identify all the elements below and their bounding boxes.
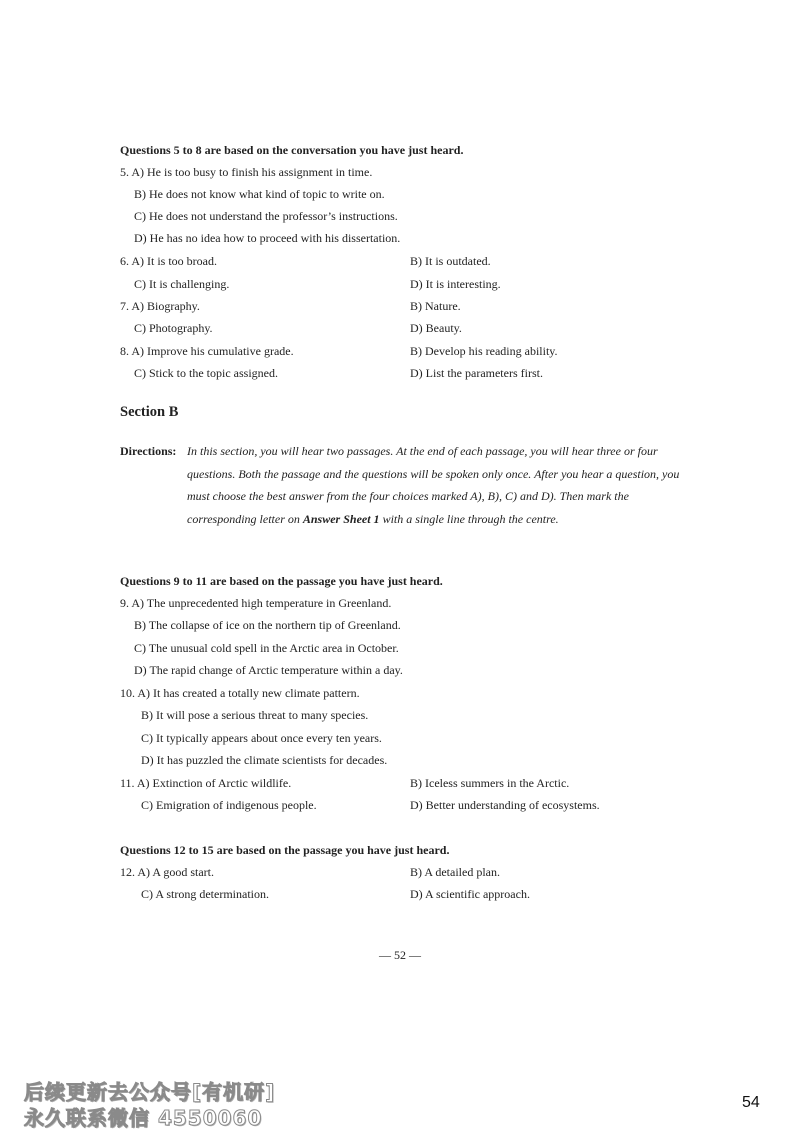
q10-option-c: C) It typically appears about once every ten years. [141,731,382,745]
questions-5-8-heading: Questions 5 to 8 are based on the conversation you have just heard. [120,143,464,157]
q8-option-a: 8. A) Improve his cumulative grade. [120,344,294,358]
q9-option-d: D) The rapid change of Arctic temperature within a day. [134,663,403,677]
scan-page-number: 54 [742,1094,760,1111]
section-b-title: Section B [120,404,179,420]
q8-option-d: D) List the parameters first. [410,366,543,380]
q9-option-c: C) The unusual cold spell in the Arctic area in October. [134,641,399,655]
questions-9-11-heading: Questions 9 to 11 are based on the passage you have just heard. [120,574,443,588]
q5-option-a: 5. A) He is too busy to finish his assignment in time. [120,165,373,179]
q7-option-a: 7. A) Biography. [120,299,200,313]
q5-option-b: B) He does not know what kind of topic to write on. [134,187,385,201]
q12-option-c: C) A strong determination. [141,887,269,901]
watermark-line-1: 后续更新去公众号[有机研] [24,1080,276,1104]
q10-option-a: 10. A) It has created a totally new climate pattern. [120,686,360,700]
q7-option-b: B) Nature. [410,299,461,313]
q6-option-d: D) It is interesting. [410,277,501,291]
q12-option-a: 12. A) A good start. [120,865,215,879]
q11-option-c: C) Emigration of indigenous people. [141,798,317,812]
q5-option-c: C) He does not understand the professor’s instructions. [134,209,398,223]
q6-option-c: C) It is challenging. [134,277,230,291]
q10-option-b: B) It will pose a serious threat to many species. [141,708,369,722]
directions-text-part1: In this section, you will hear two passages. At the end of each passage, you will hear three or four questions. Both the passage and the questions will be spoken only once. After you hear a question, you must choose the best answer from the four choices marked A), B), C) and D). Then mark the corresponding letter on [187,444,680,526]
q6-option-a: 6. A) It is too broad. [120,254,217,268]
watermark-line-2: 永久联系微信 4550060 [24,1106,263,1130]
directions-text [120,440,680,530]
q7-option-d: D) Beauty. [410,321,462,335]
directions-label: Directions: [120,444,177,458]
q10-option-d: D) It has puzzled the climate scientists for decades. [141,753,388,767]
q5-option-d: D) He has no idea how to proceed with his dissertation. [134,231,401,245]
directions-block [120,440,680,530]
q9-option-b: B) The collapse of ice on the northern tip of Greenland. [134,618,401,632]
q12-option-b: B) A detailed plan. [410,865,500,879]
q7-option-c: C) Photography. [134,321,213,335]
q8-option-c: C) Stick to the topic assigned. [134,366,278,380]
q12-option-d: D) A scientific approach. [410,887,530,901]
q11-option-b: B) Iceless summers in the Arctic. [410,776,570,790]
directions-text-part2: with a single line through the centre. [379,511,559,526]
q6-option-b: B) It is outdated. [410,254,491,268]
q11-option-d: D) Better understanding of ecosystems. [410,798,600,812]
q8-option-b: B) Develop his reading ability. [410,344,558,358]
q11-option-a: 11. A) Extinction of Arctic wildlife. [120,776,292,790]
q9-option-a: 9. A) The unprecedented high temperature in Greenland. [120,596,392,610]
page-number: — 52 — [379,948,421,962]
answer-sheet-label: Answer Sheet 1 [302,511,380,526]
questions-12-15-heading: Questions 12 to 15 are based on the passage you have just heard. [120,843,450,857]
